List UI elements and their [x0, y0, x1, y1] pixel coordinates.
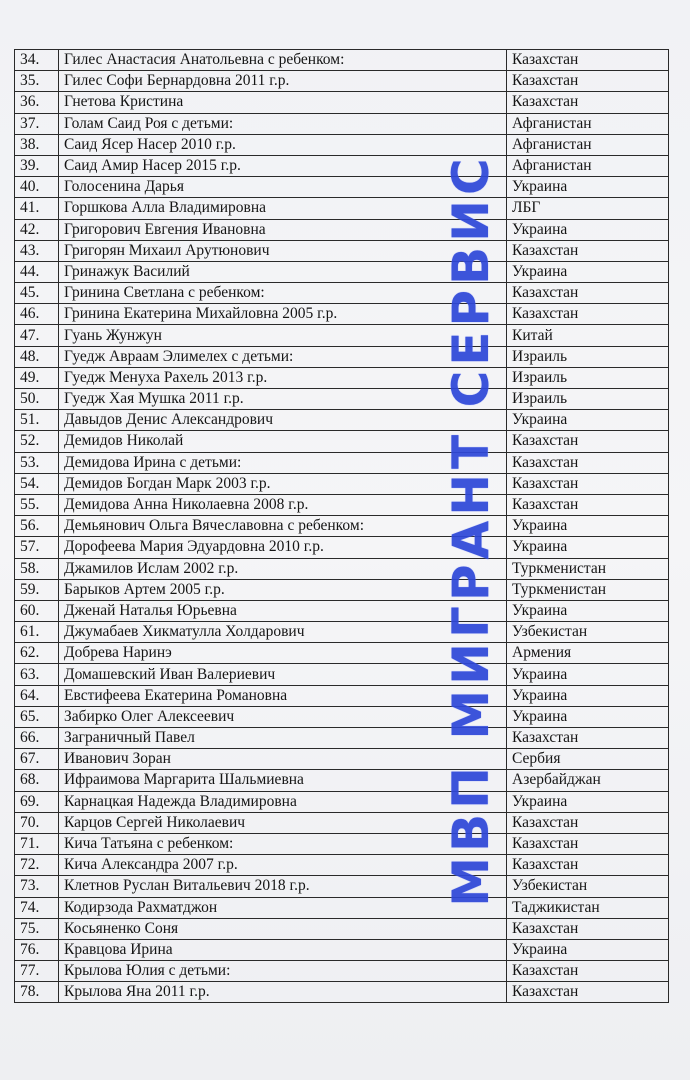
row-number: 49.	[15, 367, 59, 388]
table-row	[15, 261, 669, 282]
country-name: Казахстан	[507, 982, 669, 1003]
person-name: Давыдов Денис Александрович	[59, 410, 507, 431]
table-row	[15, 177, 669, 198]
table-row	[15, 367, 669, 388]
row-number: 78.	[15, 982, 59, 1003]
country-name: Афганистан	[507, 113, 669, 134]
person-name: Горшкова Алла Владимировна	[59, 198, 507, 219]
row-number: 71.	[15, 833, 59, 854]
row-number: 76.	[15, 939, 59, 960]
table-row	[15, 833, 669, 854]
person-name: Голосенина Дарья	[59, 177, 507, 198]
row-number: 34.	[15, 50, 59, 71]
country-name: Украина	[507, 939, 669, 960]
row-number: 59.	[15, 579, 59, 600]
person-name: Гуедж Менуха Рахель 2013 г.р.	[59, 367, 507, 388]
table-row	[15, 918, 669, 939]
person-name: Гилес Анастасия Анатольевна с ребенком:	[59, 50, 507, 71]
person-name: Кича Александра 2007 г.р.	[59, 855, 507, 876]
person-name: Косьяненко Соня	[59, 918, 507, 939]
person-name: Дорофеева Мария Эдуардовна 2010 г.р.	[59, 537, 507, 558]
country-name: Казахстан	[507, 728, 669, 749]
table-row	[15, 685, 669, 706]
table-row	[15, 961, 669, 982]
table-row	[15, 71, 669, 92]
row-number: 38.	[15, 134, 59, 155]
person-name: Голам Саид Роя с детьми:	[59, 113, 507, 134]
country-name: Казахстан	[507, 71, 669, 92]
table-row	[15, 643, 669, 664]
person-name: Заграничный Павел	[59, 728, 507, 749]
table-row	[15, 92, 669, 113]
country-name: Казахстан	[507, 50, 669, 71]
country-name: Казахстан	[507, 431, 669, 452]
row-number: 43.	[15, 240, 59, 261]
person-name: Карцов Сергей Николаевич	[59, 812, 507, 833]
row-number: 63.	[15, 664, 59, 685]
row-number: 41.	[15, 198, 59, 219]
table-row	[15, 155, 669, 176]
row-number: 61.	[15, 622, 59, 643]
country-name: Казахстан	[507, 855, 669, 876]
row-number: 45.	[15, 283, 59, 304]
country-name: Таджикистан	[507, 897, 669, 918]
table-row	[15, 664, 669, 685]
table-row	[15, 283, 669, 304]
row-number: 69.	[15, 791, 59, 812]
country-name: Украина	[507, 664, 669, 685]
table-row	[15, 876, 669, 897]
table-row	[15, 50, 669, 71]
table-row	[15, 304, 669, 325]
country-name: Украина	[507, 685, 669, 706]
country-name: Армения	[507, 643, 669, 664]
person-name: Григорян Михаил Арутюнович	[59, 240, 507, 261]
country-name: Китай	[507, 325, 669, 346]
country-name: Украина	[507, 219, 669, 240]
person-name: Кича Татьяна с ребенком:	[59, 833, 507, 854]
country-name: Туркменистан	[507, 558, 669, 579]
row-number: 67.	[15, 749, 59, 770]
country-name: ЛБГ	[507, 198, 669, 219]
country-name: Афганистан	[507, 155, 669, 176]
roster-body	[15, 50, 669, 1003]
country-name: Казахстан	[507, 92, 669, 113]
person-name: Кодирзода Рахматджон	[59, 897, 507, 918]
country-name: Израиль	[507, 389, 669, 410]
row-number: 39.	[15, 155, 59, 176]
row-number: 44.	[15, 261, 59, 282]
table-row	[15, 113, 669, 134]
table-row	[15, 622, 669, 643]
person-name: Демидов Богдан Марк 2003 г.р.	[59, 473, 507, 494]
row-number: 77.	[15, 961, 59, 982]
country-name: Украина	[507, 516, 669, 537]
row-number: 54.	[15, 473, 59, 494]
country-name: Казахстан	[507, 833, 669, 854]
table-row	[15, 431, 669, 452]
table-row	[15, 219, 669, 240]
row-number: 72.	[15, 855, 59, 876]
row-number: 37.	[15, 113, 59, 134]
row-number: 75.	[15, 918, 59, 939]
country-name: Казахстан	[507, 240, 669, 261]
country-name: Казахстан	[507, 473, 669, 494]
country-name: Сербия	[507, 749, 669, 770]
person-name: Гнетова Кристина	[59, 92, 507, 113]
row-number: 51.	[15, 410, 59, 431]
row-number: 36.	[15, 92, 59, 113]
country-name: Афганистан	[507, 134, 669, 155]
row-number: 55.	[15, 494, 59, 515]
row-number: 35.	[15, 71, 59, 92]
table-row	[15, 706, 669, 727]
row-number: 64.	[15, 685, 59, 706]
table-row	[15, 325, 669, 346]
country-name: Украина	[507, 537, 669, 558]
country-name: Азербайджан	[507, 770, 669, 791]
person-name: Ифраимова Маргарита Шальмиевна	[59, 770, 507, 791]
table-row	[15, 389, 669, 410]
country-name: Украина	[507, 177, 669, 198]
person-name: Клетнов Руслан Витальевич 2018 г.р.	[59, 876, 507, 897]
row-number: 74.	[15, 897, 59, 918]
table-row	[15, 579, 669, 600]
person-name: Барыков Артем 2005 г.р.	[59, 579, 507, 600]
country-name: Казахстан	[507, 812, 669, 833]
person-name: Гуедж Хая Мушка 2011 г.р.	[59, 389, 507, 410]
table-row	[15, 410, 669, 431]
watermark-text: МВП МИГРАНТ СЕРВИС	[442, 153, 500, 907]
table-row	[15, 770, 669, 791]
row-number: 70.	[15, 812, 59, 833]
person-name: Гринина Екатерина Михайловна 2005 г.р.	[59, 304, 507, 325]
row-number: 46.	[15, 304, 59, 325]
table-row	[15, 791, 669, 812]
table-row	[15, 473, 669, 494]
country-name: Узбекистан	[507, 876, 669, 897]
row-number: 60.	[15, 600, 59, 621]
row-number: 47.	[15, 325, 59, 346]
table-row	[15, 855, 669, 876]
table-row	[15, 982, 669, 1003]
country-name: Казахстан	[507, 452, 669, 473]
table-row	[15, 516, 669, 537]
country-name: Туркменистан	[507, 579, 669, 600]
person-name: Гуань Жунжун	[59, 325, 507, 346]
person-name: Евстифеева Екатерина Романовна	[59, 685, 507, 706]
table-row	[15, 452, 669, 473]
person-name: Добрева Наринэ	[59, 643, 507, 664]
country-name: Украина	[507, 600, 669, 621]
person-name: Дженай Наталья Юрьевна	[59, 600, 507, 621]
person-name: Карнацкая Надежда Владимировна	[59, 791, 507, 812]
table-row	[15, 558, 669, 579]
person-name: Джумабаев Хикматулла Холдарович	[59, 622, 507, 643]
roster-table	[14, 49, 669, 1003]
country-name: Казахстан	[507, 283, 669, 304]
country-name: Казахстан	[507, 961, 669, 982]
person-name: Кравцова Ирина	[59, 939, 507, 960]
person-name: Саид Амир Насер 2015 г.р.	[59, 155, 507, 176]
person-name: Демидова Анна Николаевна 2008 г.р.	[59, 494, 507, 515]
row-number: 58.	[15, 558, 59, 579]
table-row	[15, 240, 669, 261]
person-name: Григорович Евгения Ивановна	[59, 219, 507, 240]
table-row	[15, 198, 669, 219]
row-number: 50.	[15, 389, 59, 410]
row-number: 65.	[15, 706, 59, 727]
person-name: Забирко Олег Алексеевич	[59, 706, 507, 727]
table-row	[15, 728, 669, 749]
person-name: Иванович Зоран	[59, 749, 507, 770]
row-number: 62.	[15, 643, 59, 664]
person-name: Крылова Яна 2011 г.р.	[59, 982, 507, 1003]
row-number: 68.	[15, 770, 59, 791]
country-name: Украина	[507, 791, 669, 812]
country-name: Украина	[507, 261, 669, 282]
country-name: Казахстан	[507, 304, 669, 325]
person-name: Гуедж Авраам Элимелех с детьми:	[59, 346, 507, 367]
country-name: Казахстан	[507, 918, 669, 939]
country-name: Израиль	[507, 346, 669, 367]
person-name: Джамилов Ислам 2002 г.р.	[59, 558, 507, 579]
row-number: 52.	[15, 431, 59, 452]
person-name: Домашевский Иван Валериевич	[59, 664, 507, 685]
row-number: 73.	[15, 876, 59, 897]
country-name: Узбекистан	[507, 622, 669, 643]
table-row	[15, 939, 669, 960]
row-number: 42.	[15, 219, 59, 240]
person-name: Гринажук Василий	[59, 261, 507, 282]
person-name: Демидова Ирина с детьми:	[59, 452, 507, 473]
table-row	[15, 537, 669, 558]
person-name: Саид Ясер Насер 2010 г.р.	[59, 134, 507, 155]
table-row	[15, 494, 669, 515]
row-number: 66.	[15, 728, 59, 749]
country-name: Украина	[507, 410, 669, 431]
person-name: Демьянович Ольга Вячеславовна с ребенком:	[59, 516, 507, 537]
country-name: Израиль	[507, 367, 669, 388]
row-number: 57.	[15, 537, 59, 558]
row-number: 40.	[15, 177, 59, 198]
row-number: 48.	[15, 346, 59, 367]
country-name: Украина	[507, 706, 669, 727]
person-name: Гринина Светлана с ребенком:	[59, 283, 507, 304]
table-row	[15, 749, 669, 770]
row-number: 56.	[15, 516, 59, 537]
row-number: 53.	[15, 452, 59, 473]
person-name: Гилес Софи Бернардовна 2011 г.р.	[59, 71, 507, 92]
table-row	[15, 600, 669, 621]
table-row	[15, 812, 669, 833]
table-row	[15, 134, 669, 155]
country-name: Казахстан	[507, 494, 669, 515]
table-row	[15, 346, 669, 367]
table-row	[15, 897, 669, 918]
person-name: Демидов Николай	[59, 431, 507, 452]
person-name: Крылова Юлия с детьми:	[59, 961, 507, 982]
